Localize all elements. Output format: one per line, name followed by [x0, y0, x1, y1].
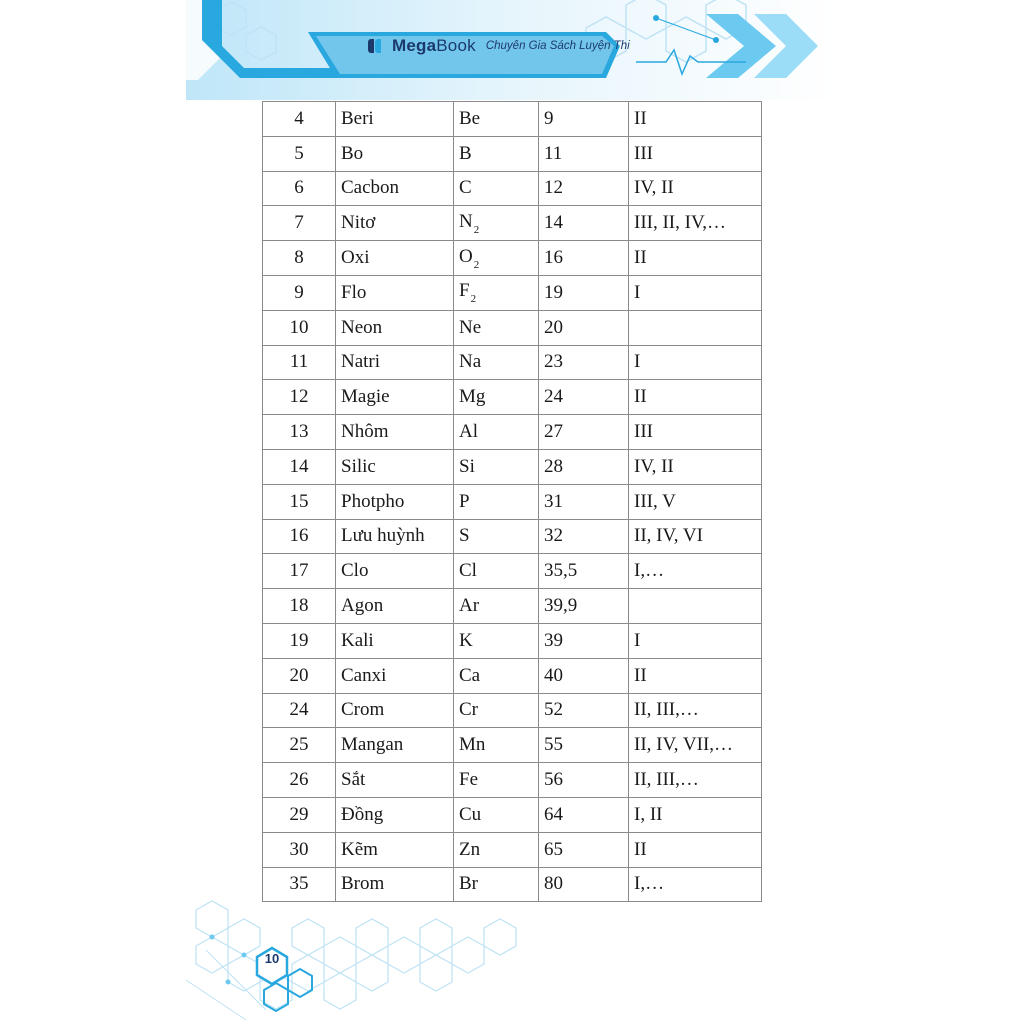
- element-symbol: P: [459, 490, 470, 512]
- element-symbol: Br: [459, 873, 478, 895]
- table-row: [263, 763, 762, 798]
- element-symbol: Ca: [459, 664, 481, 686]
- atomic-number-cell: 14: [263, 449, 336, 484]
- atomic-number-cell: 35: [263, 867, 336, 902]
- element-symbol: Al: [459, 421, 478, 443]
- atomic-mass-cell: 56: [539, 763, 629, 798]
- brand-name: [392, 36, 476, 56]
- element-name-cell: Magie: [336, 380, 454, 415]
- element-symbol: Cl: [459, 560, 477, 582]
- valence-cell: I: [629, 345, 762, 380]
- element-symbol: S: [459, 525, 470, 547]
- valence-cell: II, III,…: [629, 763, 762, 798]
- atomic-number-cell: 17: [263, 554, 336, 589]
- valence-cell: III: [629, 415, 762, 450]
- element-name-cell: Lưu huỳnh: [336, 519, 454, 554]
- element-table-body: [263, 102, 762, 902]
- book-page: [186, 0, 838, 1024]
- table-row: [263, 241, 762, 276]
- atomic-mass-cell: 80: [539, 867, 629, 902]
- brand-tagline: Chuyên Gia Sách Luyện Thi: [485, 40, 630, 52]
- element-name-cell: Flo: [336, 275, 454, 310]
- symbol-subscript: 2: [473, 223, 480, 236]
- element-symbol: Si: [459, 455, 475, 477]
- element-symbol: C: [459, 177, 472, 199]
- element-symbol: Zn: [459, 838, 481, 860]
- element-symbol: Cu: [459, 803, 482, 825]
- atomic-mass-cell: 20: [539, 310, 629, 345]
- valence-cell: II, IV, VI: [629, 519, 762, 554]
- element-symbol-cell: [454, 275, 539, 310]
- element-symbol-cell: [454, 484, 539, 519]
- element-name-cell: Đồng: [336, 797, 454, 832]
- element-symbol-cell: [454, 623, 539, 658]
- atomic-mass-cell: 16: [539, 241, 629, 276]
- element-name-cell: Canxi: [336, 658, 454, 693]
- table-row: [263, 171, 762, 206]
- atomic-mass-cell: 40: [539, 658, 629, 693]
- valence-cell: [629, 310, 762, 345]
- element-symbol: K: [459, 629, 473, 651]
- element-name-cell: Photpho: [336, 484, 454, 519]
- element-symbol-cell: [454, 171, 539, 206]
- element-name-cell: Beri: [336, 102, 454, 137]
- element-symbol-cell: [454, 763, 539, 798]
- atomic-number-cell: 16: [263, 519, 336, 554]
- valence-cell: I, II: [629, 797, 762, 832]
- table-row: [263, 310, 762, 345]
- element-name-cell: Mangan: [336, 728, 454, 763]
- brand-name-part-mega: Mega: [392, 36, 437, 55]
- table-row: [263, 275, 762, 310]
- element-name-cell: Sắt: [336, 763, 454, 798]
- element-symbol-cell: [454, 380, 539, 415]
- atomic-mass-cell: 23: [539, 345, 629, 380]
- atomic-mass-cell: 19: [539, 275, 629, 310]
- element-name-cell: Agon: [336, 589, 454, 624]
- atomic-number-cell: 15: [263, 484, 336, 519]
- element-symbol-cell: [454, 693, 539, 728]
- table-row: [263, 345, 762, 380]
- element-symbol-cell: [454, 554, 539, 589]
- valence-cell: III: [629, 136, 762, 171]
- element-name-cell: Cacbon: [336, 171, 454, 206]
- valence-cell: I,…: [629, 554, 762, 589]
- element-name-cell: Silic: [336, 449, 454, 484]
- atomic-mass-cell: 24: [539, 380, 629, 415]
- table-row: [263, 206, 762, 241]
- table-row: [263, 484, 762, 519]
- table-row: [263, 589, 762, 624]
- element-symbol-cell: [454, 310, 539, 345]
- element-name-cell: Clo: [336, 554, 454, 589]
- element-name-cell: Bo: [336, 136, 454, 171]
- element-symbol: Mg: [459, 386, 486, 408]
- atomic-number-cell: 26: [263, 763, 336, 798]
- valence-cell: II, IV, VII,…: [629, 728, 762, 763]
- valence-cell: [629, 589, 762, 624]
- atomic-mass-cell: 14: [539, 206, 629, 241]
- table-row: [263, 519, 762, 554]
- element-name-cell: Kali: [336, 623, 454, 658]
- atomic-number-cell: 13: [263, 415, 336, 450]
- valence-cell: II: [629, 832, 762, 867]
- page-number: 10: [264, 950, 280, 966]
- atomic-number-cell: 20: [263, 658, 336, 693]
- element-name-cell: Nitơ: [336, 206, 454, 241]
- table-row: [263, 658, 762, 693]
- valence-cell: I: [629, 275, 762, 310]
- brand-name-part-book: Book: [436, 36, 476, 55]
- element-symbol: Mn: [459, 734, 486, 756]
- atomic-number-cell: 4: [263, 102, 336, 137]
- element-symbol-cell: [454, 415, 539, 450]
- atomic-number-cell: 11: [263, 345, 336, 380]
- element-symbol: Na: [459, 351, 482, 373]
- element-symbol-cell: [454, 102, 539, 137]
- atomic-mass-cell: 35,5: [539, 554, 629, 589]
- element-symbol-cell: [454, 658, 539, 693]
- atomic-mass-cell: 12: [539, 171, 629, 206]
- table-row: [263, 136, 762, 171]
- atomic-mass-cell: 65: [539, 832, 629, 867]
- element-symbol-cell: [454, 797, 539, 832]
- element-symbol: F: [459, 280, 470, 302]
- valence-cell: II: [629, 658, 762, 693]
- valence-cell: I,…: [629, 867, 762, 902]
- valence-cell: II: [629, 380, 762, 415]
- element-symbol-cell: [454, 241, 539, 276]
- valence-cell: II: [629, 102, 762, 137]
- atomic-number-cell: 24: [263, 693, 336, 728]
- megabook-logo-icon: [368, 39, 386, 53]
- symbol-subscript: 2: [470, 293, 477, 306]
- element-symbol: Be: [459, 107, 481, 129]
- table-row: [263, 693, 762, 728]
- element-symbol-cell: [454, 136, 539, 171]
- atomic-mass-cell: 55: [539, 728, 629, 763]
- element-name-cell: Neon: [336, 310, 454, 345]
- atomic-number-cell: 12: [263, 380, 336, 415]
- table-row: [263, 832, 762, 867]
- atomic-number-cell: 19: [263, 623, 336, 658]
- element-symbol-cell: [454, 449, 539, 484]
- atomic-mass-cell: 52: [539, 693, 629, 728]
- element-symbol-cell: [454, 345, 539, 380]
- atomic-number-cell: 18: [263, 589, 336, 624]
- valence-cell: I: [629, 623, 762, 658]
- atomic-mass-cell: 11: [539, 136, 629, 171]
- element-symbol-cell: [454, 206, 539, 241]
- element-symbol: N: [459, 210, 473, 232]
- atomic-mass-cell: 28: [539, 449, 629, 484]
- valence-cell: III, II, IV,…: [629, 206, 762, 241]
- element-symbol: B: [459, 142, 472, 164]
- element-name-cell: Crom: [336, 693, 454, 728]
- atomic-number-cell: 10: [263, 310, 336, 345]
- symbol-subscript: 2: [473, 258, 480, 271]
- valence-cell: II, III,…: [629, 693, 762, 728]
- atomic-number-cell: 25: [263, 728, 336, 763]
- atomic-number-cell: 9: [263, 275, 336, 310]
- element-name-cell: Nhôm: [336, 415, 454, 450]
- valence-cell: IV, II: [629, 449, 762, 484]
- atomic-number-cell: 6: [263, 171, 336, 206]
- brand-logo: [368, 36, 630, 56]
- table-row: [263, 415, 762, 450]
- element-symbol: Ar: [459, 595, 480, 617]
- table-row: [263, 449, 762, 484]
- atomic-mass-cell: 31: [539, 484, 629, 519]
- atomic-mass-cell: 9: [539, 102, 629, 137]
- element-table: [262, 101, 762, 902]
- element-symbol: Cr: [459, 699, 478, 721]
- valence-cell: II: [629, 241, 762, 276]
- element-symbol: Ne: [459, 316, 482, 338]
- table-row: [263, 728, 762, 763]
- atomic-mass-cell: 39: [539, 623, 629, 658]
- atomic-number-cell: 30: [263, 832, 336, 867]
- element-symbol-cell: [454, 728, 539, 763]
- table-row: [263, 623, 762, 658]
- element-name-cell: Natri: [336, 345, 454, 380]
- atomic-number-cell: 5: [263, 136, 336, 171]
- element-symbol-cell: [454, 519, 539, 554]
- atomic-number-cell: 29: [263, 797, 336, 832]
- element-name-cell: Oxi: [336, 241, 454, 276]
- table-row: [263, 554, 762, 589]
- page-header-banner: [186, 0, 838, 100]
- valence-cell: III, V: [629, 484, 762, 519]
- atomic-mass-cell: 32: [539, 519, 629, 554]
- element-name-cell: Kẽm: [336, 832, 454, 867]
- valence-cell: IV, II: [629, 171, 762, 206]
- element-symbol: Fe: [459, 769, 478, 791]
- atomic-number-cell: 7: [263, 206, 336, 241]
- table-row: [263, 102, 762, 137]
- element-name-cell: Brom: [336, 867, 454, 902]
- table-row: [263, 797, 762, 832]
- atomic-mass-cell: 39,9: [539, 589, 629, 624]
- element-symbol: O: [459, 245, 473, 267]
- table-row: [263, 380, 762, 415]
- atomic-number-cell: 8: [263, 241, 336, 276]
- atomic-mass-cell: 27: [539, 415, 629, 450]
- atomic-mass-cell: 64: [539, 797, 629, 832]
- element-symbol-cell: [454, 832, 539, 867]
- element-symbol-cell: [454, 589, 539, 624]
